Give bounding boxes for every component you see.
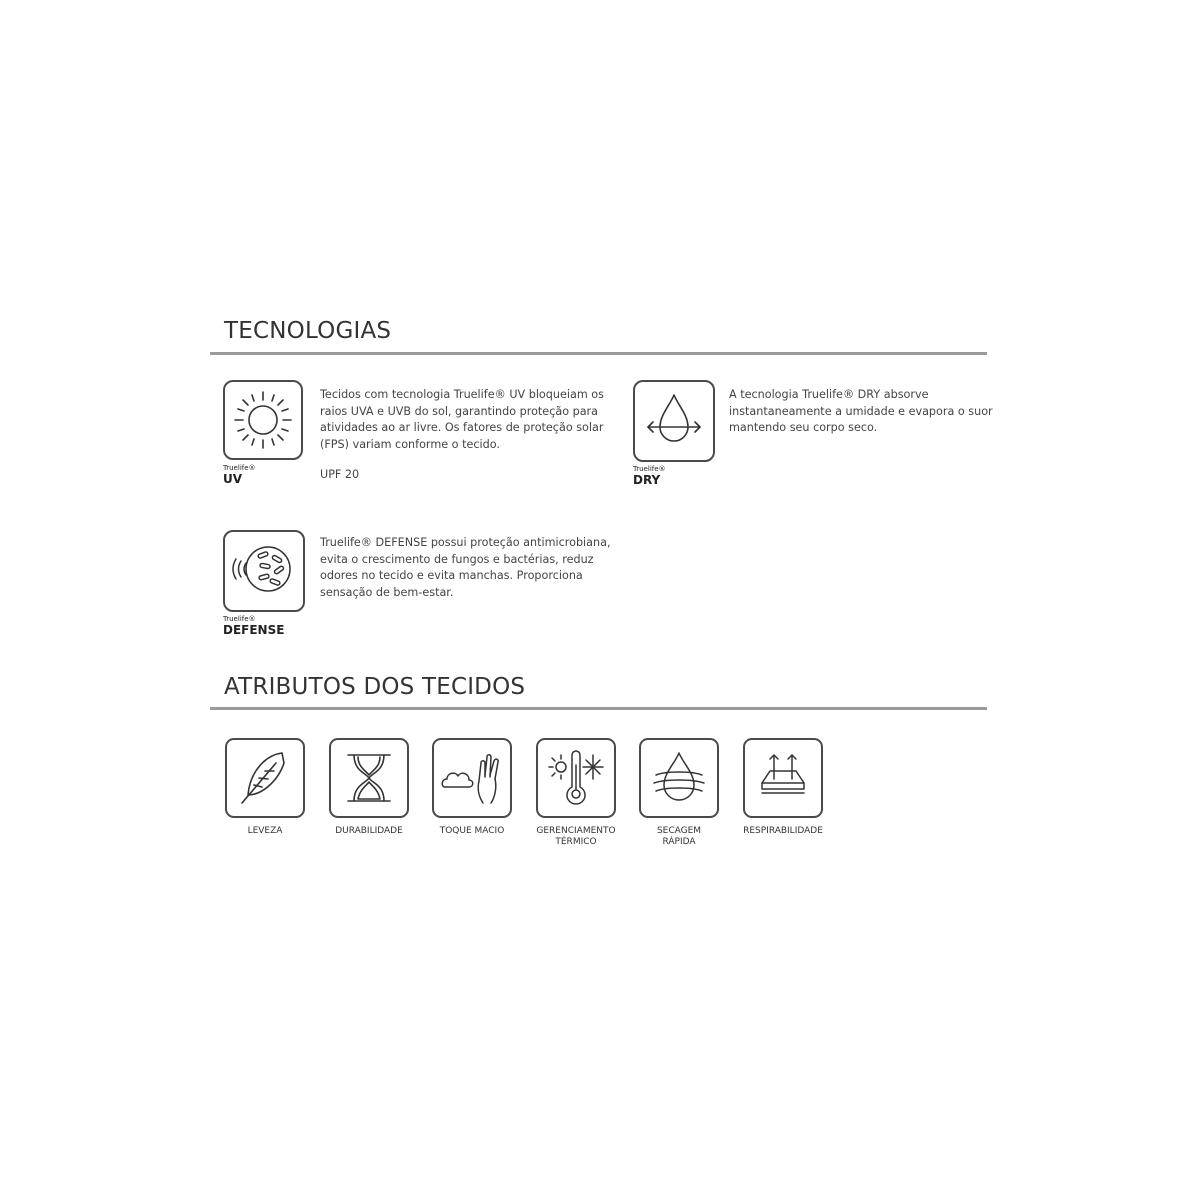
attr-label-gerenciamento-termico: GERENCIAMENTO TÉRMICO [536, 826, 616, 847]
attr-label-leveza: LEVEZA [247, 826, 283, 836]
upf-rating: UPF 20 [320, 468, 360, 481]
section-title-technologies: TECNOLOGIAS [224, 318, 392, 344]
brand-small-label: Truelife® [223, 464, 256, 472]
brand-small-label: Truelife® [633, 465, 666, 473]
brand-dry [633, 465, 666, 487]
tech-dry-description: A tecnologia Truelife® DRY absorve instantaneamente a umidade e evapora o suor mantendo seu corpo seco. [729, 388, 993, 434]
thermometer-icon [536, 738, 616, 818]
bacteria-shield-icon [223, 530, 305, 612]
attr-label-toque-macio: TOQUE MACIO [439, 826, 505, 836]
sun-icon [223, 380, 303, 460]
brand-name: DEFENSE [223, 623, 285, 637]
attr-label-secagem-rapida: SECAGEM RÁPIDA [656, 826, 702, 847]
feather-icon [225, 738, 305, 818]
breathable-fabric-icon [743, 738, 823, 818]
section-divider [210, 352, 987, 355]
brand-defense [223, 615, 284, 637]
tech-uv-description: Tecidos com tecnologia Truelife® UV bloqueiam os raios UVA e UVB do sol, garantindo proteção para atividades ao ar livre. Os fatores de proteção solar (FPS) variam conforme o tecido. [320, 388, 604, 451]
attr-label-durabilidade: DURABILIDADE [335, 826, 403, 836]
brand-small-label: Truelife® [223, 615, 256, 623]
brand-uv [223, 464, 256, 486]
attr-label-respirabilidade: RESPIRABILIDADE [743, 826, 823, 836]
hand-cloud-icon [432, 738, 512, 818]
section-divider [210, 707, 987, 710]
water-drop-icon [633, 380, 715, 462]
brand-name: UV [223, 472, 243, 486]
drying-drop-icon [639, 738, 719, 818]
brand-name: DRY [633, 473, 661, 487]
tech-defense-description: Truelife® DEFENSE possui proteção antimicrobiana, evita o crescimento de fungos e bactérias, reduz odores no tecido e evita manchas. Proporciona sensação de bem-estar. [320, 536, 611, 599]
hourglass-icon [329, 738, 409, 818]
section-title-attributes: ATRIBUTOS DOS TECIDOS [224, 674, 526, 700]
